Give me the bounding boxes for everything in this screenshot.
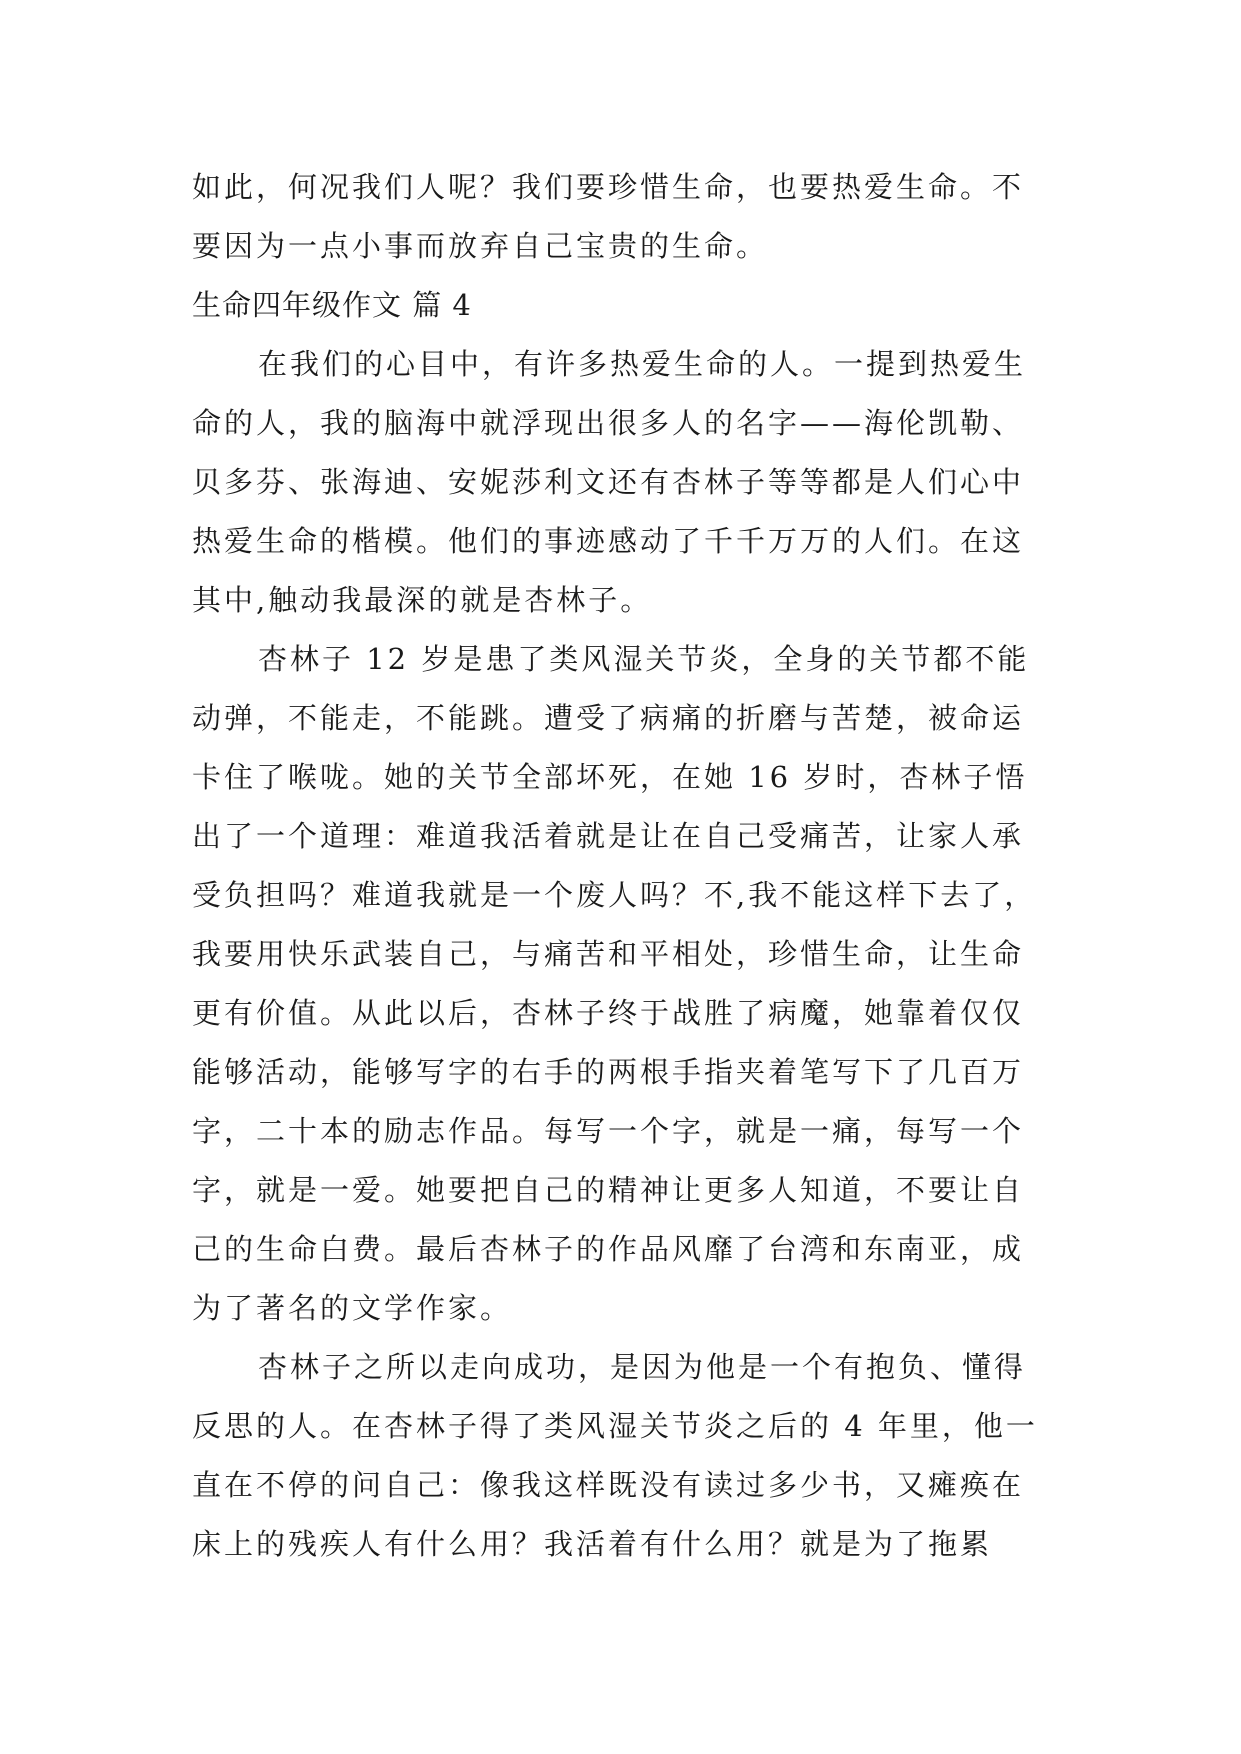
text-line: 更有价值。从此以后，杏林子终于战胜了病魔，她靠着仅仅 (192, 996, 1025, 1030)
text-line: 命的人，我的脑海中就浮现出很多人的名字——海伦凯勒、 (192, 406, 1025, 440)
text-line: 为了著名的文学作家。 (192, 1291, 513, 1325)
text-line: 直在不停的问自己：像我这样既没有读过多少书，又瘫痪在 (192, 1468, 1025, 1502)
text-line: 能够活动，能够写字的右手的两根手指夹着笔写下了几百万 (192, 1055, 1025, 1089)
text-line: 贝多芬、张海迪、安妮莎利文还有杏林子等等都是人们心中 (192, 465, 1025, 499)
section-heading: 生命四年级作文 篇 4 (192, 288, 472, 322)
text-line: 反思的人。在杏林子得了类风湿关节炎之后的 4 年里，他一 (192, 1409, 1038, 1443)
text-line: 我要用快乐武装自己，与痛苦和平相处，珍惜生命，让生命 (192, 937, 1025, 971)
text-line: 出了一个道理：难道我活着就是让在自己受痛苦，让家人承 (192, 819, 1025, 853)
text-line: 床上的残疾人有什么用？我活着有什么用？就是为了拖累 (192, 1527, 993, 1561)
text-line: 卡住了喉咙。她的关节全部坏死，在她 16 岁时，杏林子悟 (192, 760, 1028, 794)
text-line: 热爱生命的楷模。他们的事迹感动了千千万万的人们。在这 (192, 524, 1025, 558)
text-line: 己的生命白费。最后杏林子的作品风靡了台湾和东南亚，成 (192, 1232, 1025, 1266)
text-line: 动弹，不能走，不能跳。遭受了病痛的折磨与苦楚，被命运 (192, 701, 1025, 735)
document-body (192, 158, 1052, 1574)
text-line: 要因为一点小事而放弃自己宝贵的生命。 (192, 229, 769, 263)
text-line: 其中,触动我最深的就是杏林子。 (192, 583, 653, 617)
text-line: 如此，何况我们人呢？我们要珍惜生命，也要热爱生命。不 (192, 170, 1025, 204)
paragraph-first-line: 杏林子 12 岁是患了类风湿关节炎，全身的关节都不能 (258, 642, 1030, 676)
paragraph-first-line: 杏林子之所以走向成功，是因为他是一个有抱负、懂得 (258, 1350, 1027, 1384)
text-line: 受负担吗？难道我就是一个废人吗？不,我不能这样下去了， (192, 878, 1037, 912)
text-line: 字，就是一爱。她要把自己的精神让更多人知道，不要让自 (192, 1173, 1025, 1207)
text-line: 字，二十本的励志作品。每写一个字，就是一痛，每写一个 (192, 1114, 1025, 1148)
paragraph-first-line: 在我们的心目中，有许多热爱生命的人。一提到热爱生 (258, 347, 1027, 381)
